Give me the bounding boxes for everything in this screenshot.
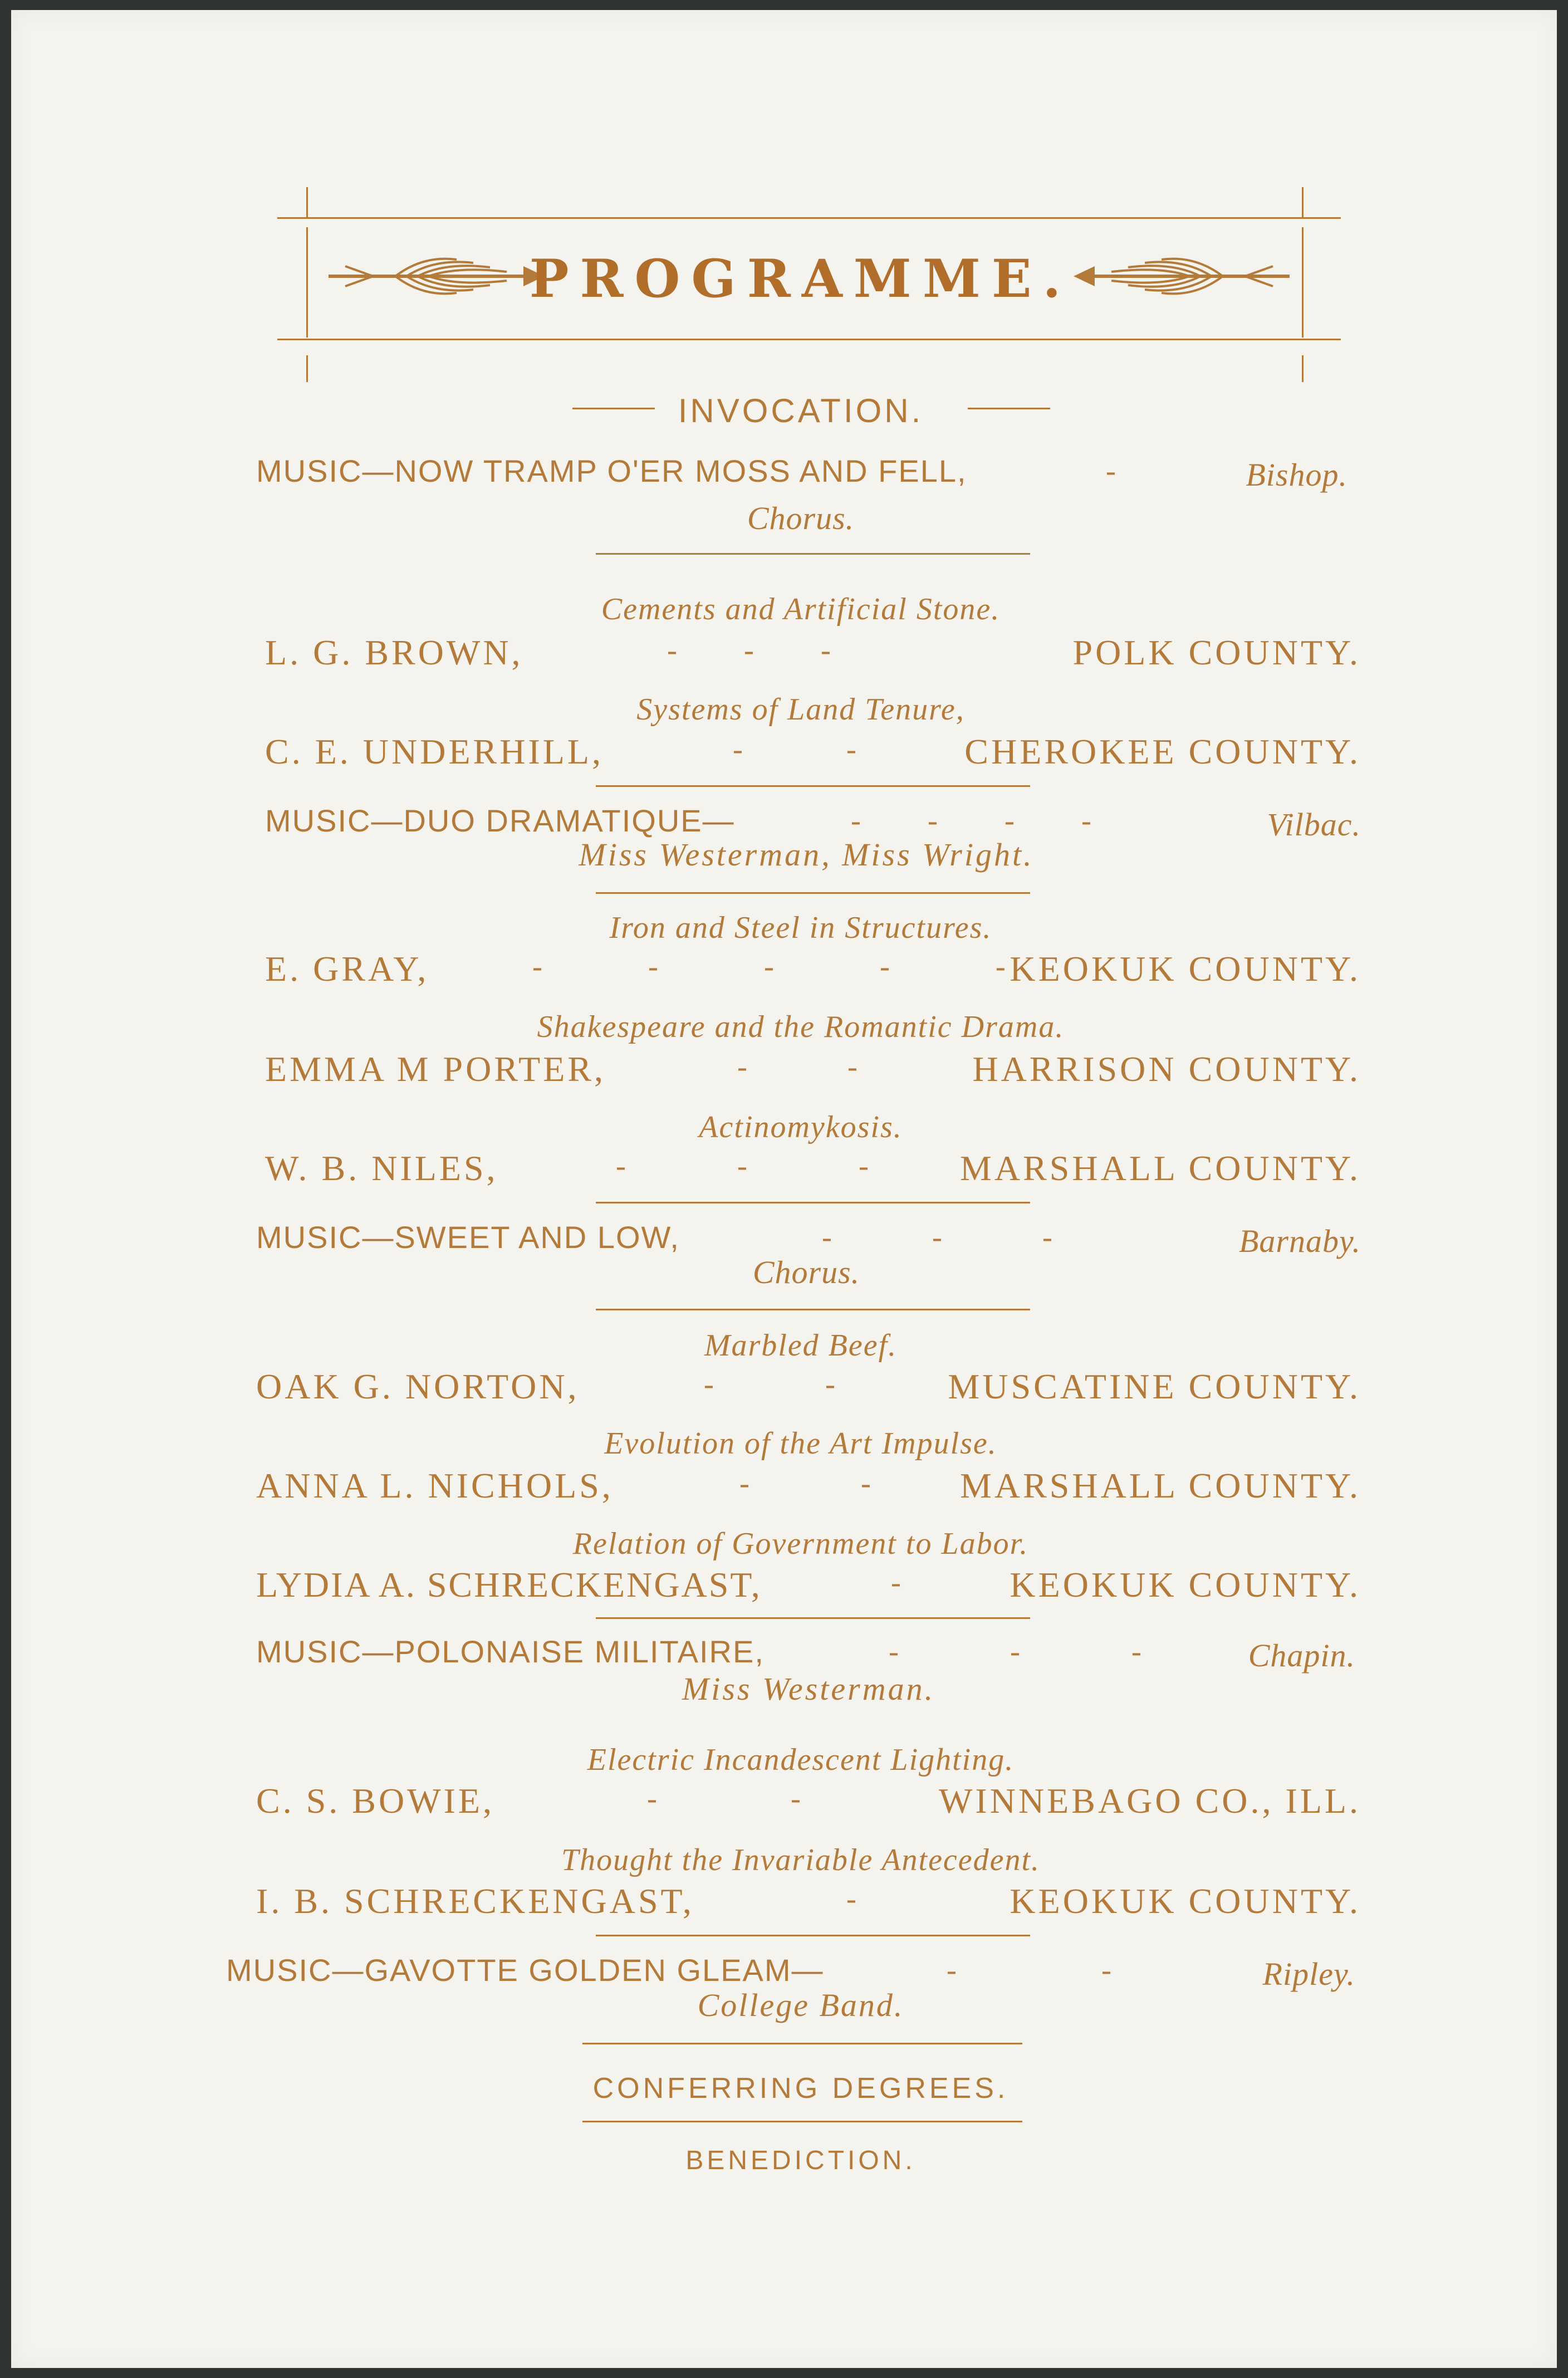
leader-dashes: ---: [822, 1220, 1153, 1254]
speaker-name: ANNA L. NICHOLS,: [256, 1466, 614, 1505]
title-frame-right-top-tick: [1302, 187, 1304, 217]
music-item-composer: Vilbac.: [1267, 806, 1361, 843]
oration-topic: Iron and Steel in Structures.: [609, 911, 992, 945]
speaker-county: MARSHALL COUNTY.: [959, 1466, 1361, 1505]
title-frame-bottom-rule: [277, 339, 1341, 340]
leader-dashes: --: [733, 732, 960, 766]
left-wheat-ornament-icon: [323, 249, 546, 300]
leader-dash: -: [891, 1565, 901, 1599]
oration-topic: Systems of Land Tenure,: [636, 692, 965, 727]
music-item-performer: College Band.: [697, 1987, 904, 2023]
leader-dashes: -----: [532, 950, 1111, 983]
section-divider: [596, 1202, 1030, 1203]
leader-dashes: --: [947, 1953, 1256, 1986]
title-frame-top-rule: [277, 217, 1341, 219]
speaker-name: OAK G. NORTON,: [256, 1367, 580, 1406]
speaker-name: E. GRAY,: [265, 949, 429, 989]
right-wheat-ornament-icon: [1072, 249, 1295, 300]
speaker-county: CHEROKEE COUNTY.: [964, 732, 1361, 771]
music-item-label: MUSIC—GAVOTTE GOLDEN GLEAM—: [226, 1953, 824, 1988]
oration-topic: Thought the Invariable Antecedent.: [561, 1843, 1041, 1877]
speaker-county: HARRISON COUNTY.: [972, 1049, 1361, 1089]
music-item-composer: Chapin.: [1248, 1637, 1355, 1674]
leader-dashes: ---: [616, 1149, 980, 1182]
section-divider: [582, 2121, 1022, 2122]
oration-topic: Shakespeare and the Romantic Drama.: [537, 1010, 1065, 1044]
speaker-name: W. B. NILES,: [265, 1148, 498, 1188]
speaker-name: I. B. SCHRECKENGAST,: [256, 1881, 694, 1921]
speaker-county: MUSCATINE COUNTY.: [948, 1367, 1361, 1406]
oration-topic: Relation of Government to Labor.: [572, 1526, 1029, 1561]
speaker-county: KEOKUK COUNTY.: [1010, 1565, 1361, 1604]
music-item-performer: Chorus.: [752, 1254, 860, 1290]
leader-dash: -: [846, 1882, 856, 1915]
section-divider: [596, 892, 1030, 894]
music-item-label: MUSIC—SWEET AND LOW,: [256, 1220, 680, 1255]
programme-card: [11, 10, 1557, 2368]
speaker-name: C. S. BOWIE,: [256, 1781, 494, 1821]
invocation-heading: INVOCATION.: [678, 392, 924, 429]
benediction-heading: BENEDICTION.: [685, 2146, 916, 2175]
conferring-degrees-heading: CONFERRING DEGREES.: [592, 2072, 1009, 2105]
music-item-performer: Miss Westerman, Miss Wright.: [579, 836, 1034, 873]
music-item-composer: Ripley.: [1262, 1956, 1355, 1992]
leader-dash: -: [1106, 454, 1116, 487]
music-item-label: MUSIC—POLONAISE MILITAIRE,: [256, 1634, 765, 1669]
speaker-county: WINNEBAGO CO., ILL.: [939, 1781, 1361, 1821]
title-frame-right-side: [1302, 227, 1304, 337]
oration-topic: Actinomykosis.: [699, 1110, 903, 1144]
leader-dashes: ---: [889, 1635, 1253, 1668]
section-divider: [582, 2043, 1022, 2044]
speaker-county: MARSHALL COUNTY.: [959, 1148, 1361, 1188]
section-divider: [596, 1617, 1030, 1619]
title-frame-left-side: [306, 227, 308, 337]
leader-dashes: ----: [851, 804, 1158, 837]
music-item-composer: Barnaby.: [1238, 1223, 1361, 1259]
music-item-performer: Miss Westerman.: [682, 1671, 935, 1707]
title-frame-left-bottom-tick: [306, 355, 308, 382]
music-item-performer: Chorus.: [747, 500, 855, 536]
invocation-left-rule: [572, 408, 655, 409]
oration-topic: Evolution of the Art Impulse.: [604, 1426, 997, 1461]
oration-topic: Electric Incandescent Lighting.: [587, 1743, 1015, 1777]
leader-dashes: --: [647, 1782, 934, 1815]
speaker-name: LYDIA A. SCHRECKENGAST,: [256, 1565, 762, 1604]
section-divider: [596, 785, 1030, 787]
music-item-composer: Bishop.: [1246, 457, 1347, 493]
invocation-right-rule: [968, 408, 1050, 409]
speaker-name: EMMA M PORTER,: [265, 1049, 606, 1089]
leader-dashes: ---: [667, 633, 898, 667]
music-item-label: MUSIC—DUO DRAMATIQUE—: [265, 803, 735, 838]
oration-topic: Cements and Artificial Stone.: [601, 592, 1001, 627]
speaker-county: POLK COUNTY.: [1072, 633, 1361, 672]
oration-topic: Marbled Beef.: [704, 1328, 898, 1363]
section-divider: [596, 1935, 1030, 1936]
section-divider: [596, 1309, 1030, 1310]
speaker-county: KEOKUK COUNTY.: [1010, 949, 1361, 989]
title-frame-right-bottom-tick: [1302, 355, 1304, 382]
page-title: PROGRAMME.: [529, 248, 1072, 310]
title-frame-left-top-tick: [306, 187, 308, 217]
section-divider: [596, 553, 1030, 555]
leader-dashes: --: [739, 1466, 982, 1500]
speaker-county: KEOKUK COUNTY.: [1010, 1881, 1361, 1921]
leader-dashes: --: [737, 1050, 958, 1083]
speaker-name: C. E. UNDERHILL,: [265, 732, 604, 771]
leader-dashes: --: [704, 1367, 947, 1401]
music-item-label: MUSIC—NOW TRAMP O'ER MOSS AND FELL,: [256, 453, 967, 488]
speaker-name: L. G. BROWN,: [265, 633, 523, 672]
